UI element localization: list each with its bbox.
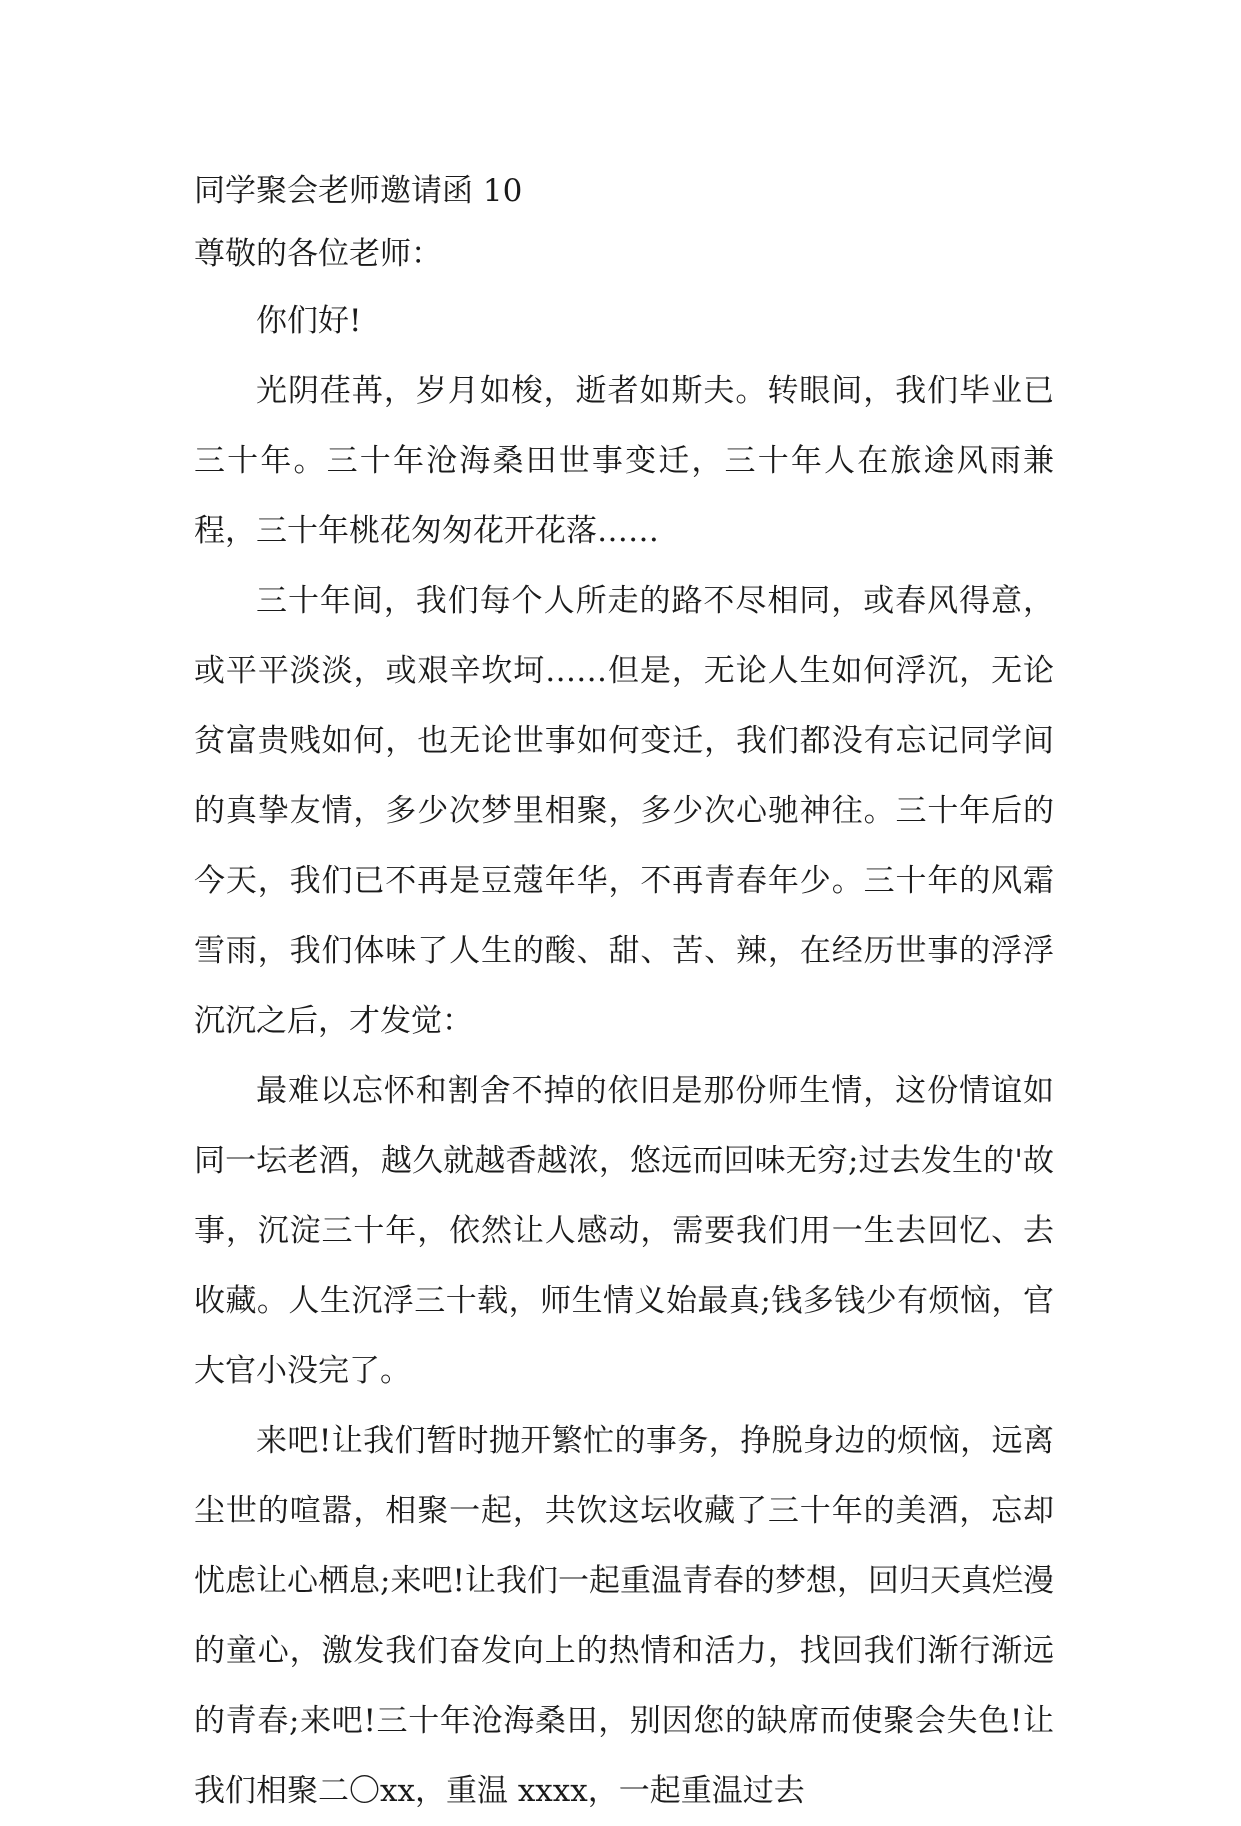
paragraph-3: 最难以忘怀和割舍不掉的依旧是那份师生情，这份情谊如同一坛老酒，越久就越香越浓，悠远而回味无穷;过去发生的'故事，沉淀三十年，依然让人感动，需要我们用一生去回忆、去收藏。人生沉浮三十载，师生情义始最真;钱多钱少有烦恼，官大官小没完了。 [194,1073,1054,1389]
greeting: 你们好! [256,303,362,339]
paragraph-1: 光阴荏苒，岁月如梭，逝者如斯夫。转眼间，我们毕业已三十年。三十年沧海桑田世事变迁，三十年人在旅途风雨兼程，三十年桃花匆匆花开花落…… [194,373,1054,549]
document-body [194,160,1054,1826]
paragraph-2: 三十年间，我们每个人所走的路不尽相同，或春风得意，或平平淡淡，或艰辛坎坷……但是，无论人生如何浮沉，无论贫富贵贱如何，也无论世事如何变迁，我们都没有忘记同学间的真挚友情，多少次梦里相聚，多少次心驰神往。三十年后的今天，我们已不再是豆蔻年华，不再青春年少。三十年的风霜雪雨，我们体味了人生的酸、甜、苦、辣，在经历世事的浮浮沉沉之后，才发觉： [194,583,1054,1039]
salutation: 尊敬的各位老师： [194,236,442,272]
document-title: 同学聚会老师邀请函 10 [194,173,523,209]
paragraph-4: 来吧!让我们暂时抛开繁忙的事务，挣脱身边的烦恼，远离尘世的喧嚣，相聚一起，共饮这坛收藏了三十年的美酒，忘却忧虑让心栖息;来吧!让我们一起重温青春的梦想，回归天真烂漫的童心，激发我们奋发向上的热情和活力，找回我们渐行渐远的青春;来吧!三十年沧海桑田，别因您的缺席而使聚会失色!让我们相聚二〇xx，重温 xxxx，一起重温过去 [194,1423,1054,1809]
